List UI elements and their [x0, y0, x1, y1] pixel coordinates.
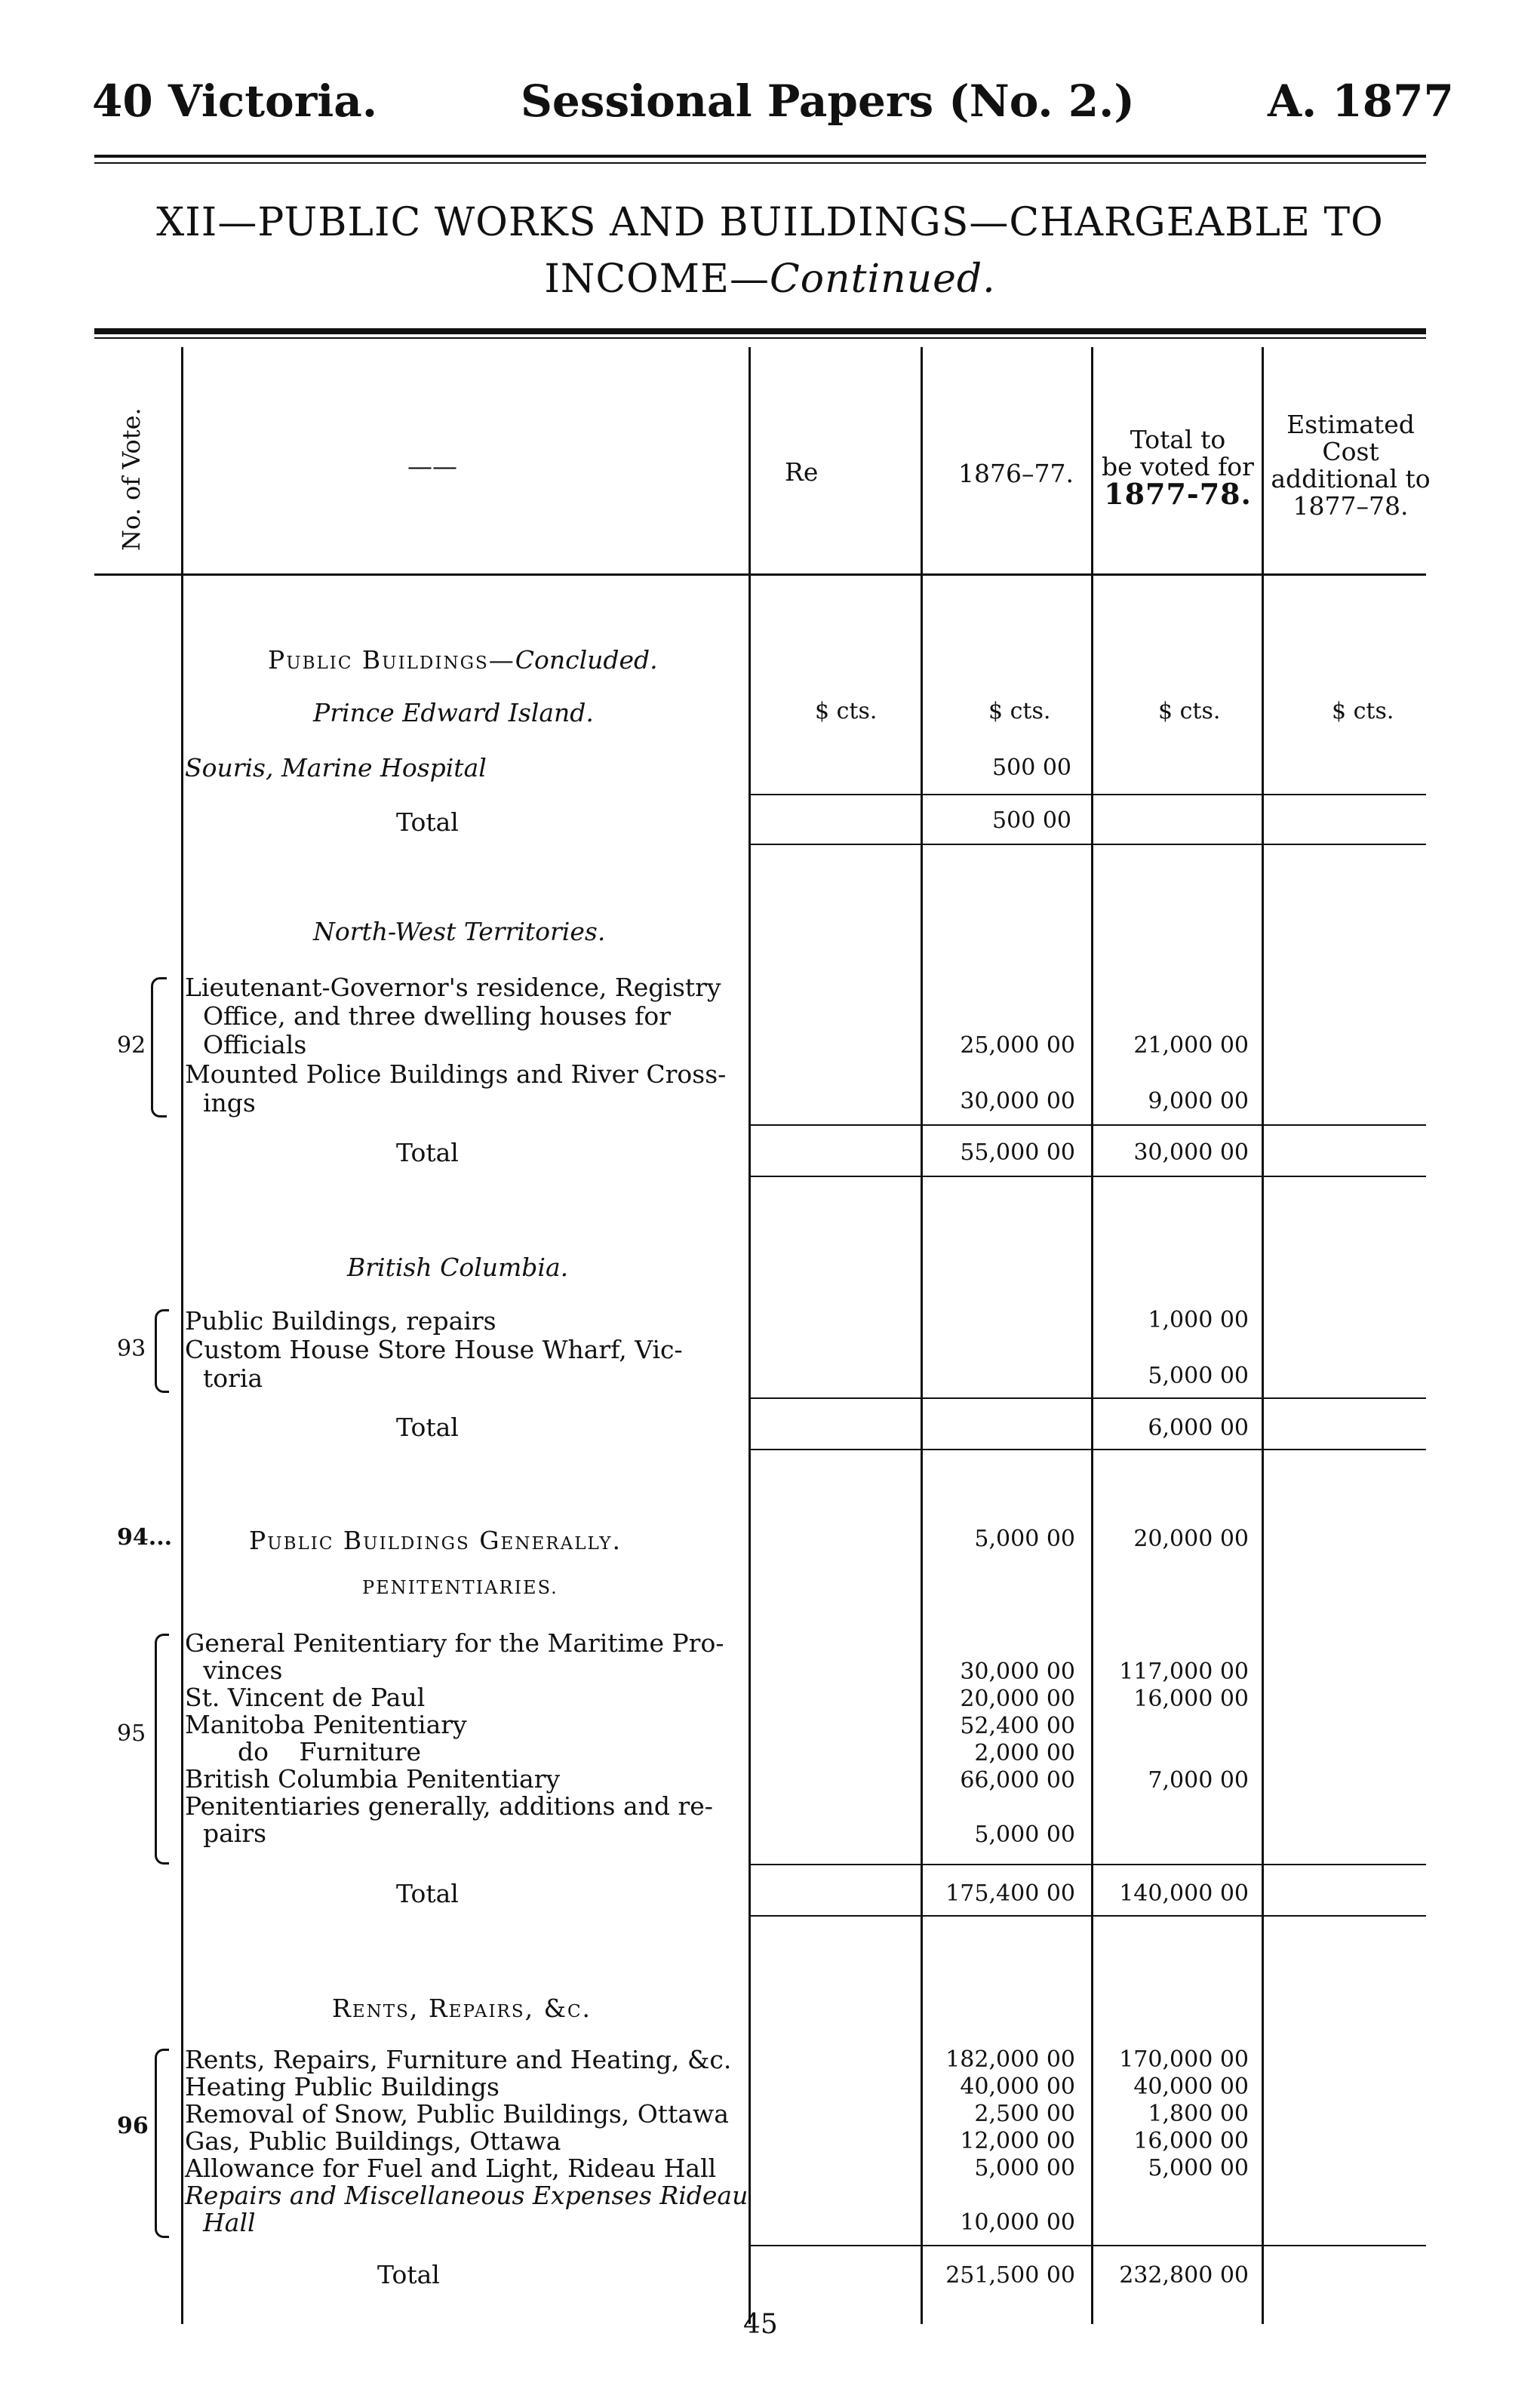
row-r-3-total: 1,800 00 [1148, 2101, 1249, 2127]
total-rule-bc-bottom [751, 1449, 1426, 1450]
row-rents-total-total: 232,800 00 [1119, 2262, 1249, 2289]
row-rents-total-label: Total [377, 2260, 440, 2289]
section-pb-label: Public Buildings— [268, 645, 515, 675]
row-bc-2-l2: toria [203, 1363, 263, 1393]
header-center: Sessional Papers (No. 2.) [521, 75, 1135, 127]
row-souris [185, 753, 487, 782]
col-header-est-d: 1877–78. [1293, 491, 1409, 521]
row-pen-1-1876: 30,000 00 [960, 1659, 1075, 1685]
row-pen-6-1876: 5,000 00 [974, 1822, 1075, 1848]
row-pen-total-label: Total [396, 1879, 459, 1908]
row-r-3-1876: 2,500 00 [974, 2101, 1075, 2127]
col-pen-total [1109, 1659, 1249, 1794]
row-r-5-1876: 5,000 00 [974, 2155, 1075, 2181]
row-nwt-total-label: Total [396, 1138, 459, 1167]
page-title-line2 [0, 257, 1540, 302]
section-pen: PENITENTIARIES. [362, 1577, 558, 1598]
col-header-total [1094, 425, 1262, 511]
col-header-est [1264, 411, 1437, 520]
row-r-1-total: 170,000 00 [1119, 2046, 1249, 2073]
total-rule-pei [751, 794, 1426, 795]
row-nwt-2-l1: Mounted Police Buildings and River Cross- [185, 1059, 727, 1089]
row-bc-total-label: Total [396, 1413, 459, 1442]
row-souris-1876: 500 00 [992, 755, 1071, 781]
row-pen-4: do Furniture [238, 1737, 422, 1766]
col-line-re [921, 347, 923, 2324]
total-rule-bc [751, 1397, 1426, 1399]
total-rule-pei-bottom [751, 844, 1426, 845]
row-pei-total-label: Total [396, 807, 459, 837]
row-nwt-total-total: 30,000 00 [1133, 1139, 1249, 1166]
row-bc-1-total: 1,000 00 [1148, 1307, 1249, 1333]
row-r-2-1876: 40,000 00 [960, 2074, 1075, 2100]
row-r-2: Heating Public Buildings [185, 2072, 500, 2101]
row-nwt-1-l1: Lieutenant-Governor's residence, Registry [185, 973, 721, 1002]
row-pen-total-1876: 175,400 00 [945, 1880, 1075, 1907]
col-header-total-a: Total to [1130, 425, 1226, 454]
row-pen-5: British Columbia Penitentiary [185, 1764, 561, 1794]
row-pen-2-1876: 20,000 00 [960, 1686, 1075, 1712]
col-header-vote: No. of Vote. [117, 407, 146, 551]
unit-total: $ cts. [1158, 698, 1221, 724]
table-top-rule-thin [94, 337, 1426, 339]
row-pen-1-l2: vinces [203, 1656, 283, 1685]
brace-92 [151, 977, 167, 1118]
row-nwt-1-l3: Officials [203, 1030, 307, 1059]
header-rule-bottom [94, 162, 1426, 164]
row-r-6-l2: Hall [203, 2208, 256, 2237]
row-pen-2: St. Vincent de Paul [185, 1683, 426, 1712]
vote-92: 92 [117, 1032, 146, 1059]
row-bc-2-total: 5,000 00 [1148, 1363, 1249, 1389]
row-pen-1-l1: General Penitentiary for the Maritime Pro- [185, 1628, 724, 1658]
row-pen-4-1876: 2,000 00 [974, 1740, 1075, 1766]
row-pbg-total: 20,000 00 [1133, 1526, 1249, 1552]
row-pbg-1876: 5,000 00 [974, 1526, 1075, 1552]
row-nwt-1-1876: 25,000 00 [960, 1032, 1075, 1059]
row-r-2-total: 40,000 00 [1133, 2074, 1249, 2100]
col-line-vote [181, 347, 183, 2324]
unit-1876: $ cts. [988, 698, 1051, 724]
row-pen-6-l1: Penitentiaries generally, additions and re- [185, 1791, 713, 1821]
row-r-5-total: 5,000 00 [1148, 2155, 1249, 2181]
row-pen-3: Manitoba Penitentiary [185, 1710, 467, 1739]
brace-93 [155, 1309, 169, 1393]
row-pen-3-1876: 52,400 00 [960, 1713, 1075, 1739]
total-rule-nwt-bottom [751, 1176, 1426, 1177]
row-r-5: Allowance for Fuel and Light, Rideau Hall [185, 2154, 717, 2183]
col-pen-1876 [936, 1659, 1075, 1849]
col-rents-1876 [936, 2046, 1075, 2237]
row-pen-list [185, 1630, 724, 1847]
section-pb-concluded [268, 645, 658, 675]
row-pen-1-total: 117,000 00 [1119, 1659, 1249, 1685]
row-nwt-1-total: 21,000 00 [1133, 1032, 1249, 1059]
brace-96 [155, 2049, 169, 2238]
header-left: 40 Victoria. [92, 75, 378, 127]
vote-94: 94... [117, 1524, 173, 1551]
col-header-total-c: 1877-78. [1104, 477, 1252, 511]
row-pen-2-total: 16,000 00 [1133, 1686, 1249, 1712]
total-rule-pen-bottom [751, 1915, 1426, 1917]
section-nwt: North-West Territories. [313, 917, 606, 946]
col-header-1876: 1876–77. [958, 459, 1074, 488]
col-line-1876 [1091, 347, 1093, 2324]
vote-96: 96 [117, 2113, 149, 2139]
row-pen-6-l2: pairs [203, 1818, 267, 1848]
total-rule-pen [751, 1864, 1426, 1865]
row-nwt-1-l2: Office, and three dwelling houses for [203, 1001, 671, 1031]
vote-93: 93 [117, 1336, 146, 1362]
row-r-1-1876: 182,000 00 [945, 2046, 1075, 2073]
col-header-re: Re [785, 457, 819, 487]
col-header-est-c: additional to [1271, 464, 1431, 493]
row-r-4: Gas, Public Buildings, Ottawa [185, 2126, 561, 2156]
total-rule-rents [751, 2245, 1426, 2246]
row-nwt-total-1876: 55,000 00 [960, 1139, 1075, 1166]
row-r-1: Rents, Repairs, Furniture and Heating, &c. [185, 2045, 732, 2074]
row-pen-5-1876: 66,000 00 [960, 1767, 1075, 1794]
col-header-desc: —— [407, 451, 457, 481]
row-souris-place: Souris, [185, 753, 274, 782]
row-r-6-1876: 10,000 00 [960, 2209, 1075, 2236]
total-rule-nwt [751, 1124, 1426, 1126]
section-pbg: Public Buildings Generally. [249, 1526, 622, 1555]
title-plain: INCOME— [544, 257, 770, 302]
row-nwt-2-1876: 30,000 00 [960, 1088, 1075, 1114]
row-bc-1: Public Buildings, repairs [185, 1306, 496, 1336]
row-r-3: Removal of Snow, Public Buildings, Ottawa [185, 2099, 729, 2129]
unit-re: $ cts. [815, 698, 878, 724]
col-rents-total [1109, 2046, 1249, 2182]
row-rents-list [185, 2046, 748, 2237]
row-nwt-2-total: 9,000 00 [1148, 1088, 1249, 1114]
row-pei-total-1876: 500 00 [992, 807, 1071, 834]
row-nwt-2 [185, 1060, 726, 1118]
col-header-est-a: Estimated [1286, 410, 1415, 439]
col-header-total-b: be voted for [1102, 452, 1254, 481]
row-bc-2-l1: Custom House Store House Wharf, Vic- [185, 1335, 683, 1364]
section-pei: Prince Edward Island. [313, 698, 594, 727]
table-top-rule [94, 328, 1426, 334]
row-rents-total-1876: 251,500 00 [945, 2262, 1075, 2289]
row-souris-desc: Marine Hospital [281, 753, 487, 782]
title-italic: Continued. [769, 257, 996, 302]
section-rents: Rents, Repairs, &c. [332, 1994, 592, 2023]
row-r-4-total: 16,000 00 [1133, 2128, 1249, 2154]
page-title-line1: XII—PUBLIC WORKS AND BUILDINGS—CHARGEABLE TO [156, 200, 1384, 245]
row-bc-2 [185, 1336, 683, 1393]
unit-est: $ cts. [1332, 698, 1394, 724]
page-number: 45 [743, 2309, 778, 2340]
brace-95 [155, 1634, 169, 1865]
section-bc: British Columbia. [347, 1253, 569, 1282]
row-pen-5-total: 7,000 00 [1148, 1767, 1249, 1794]
row-pen-total-total: 140,000 00 [1119, 1880, 1249, 1907]
row-nwt-2-l2: ings [203, 1088, 256, 1118]
col-header-est-b: Cost [1322, 437, 1379, 466]
header-bottom-rule [94, 573, 1426, 576]
header-right: A. 1877 [1268, 75, 1454, 127]
header-rule-top [94, 155, 1426, 158]
row-bc-total-total: 6,000 00 [1148, 1415, 1249, 1441]
row-nwt-1 [185, 973, 721, 1059]
col-line-total [1262, 347, 1264, 2324]
col-line-desc [748, 347, 751, 2324]
vote-95: 95 [117, 1720, 146, 1747]
row-r-4-1876: 12,000 00 [960, 2128, 1075, 2154]
row-r-6-l1: Repairs and Miscellaneous Expenses Rideau [185, 2181, 748, 2210]
section-pb-concluded-label: Concluded. [515, 645, 658, 675]
